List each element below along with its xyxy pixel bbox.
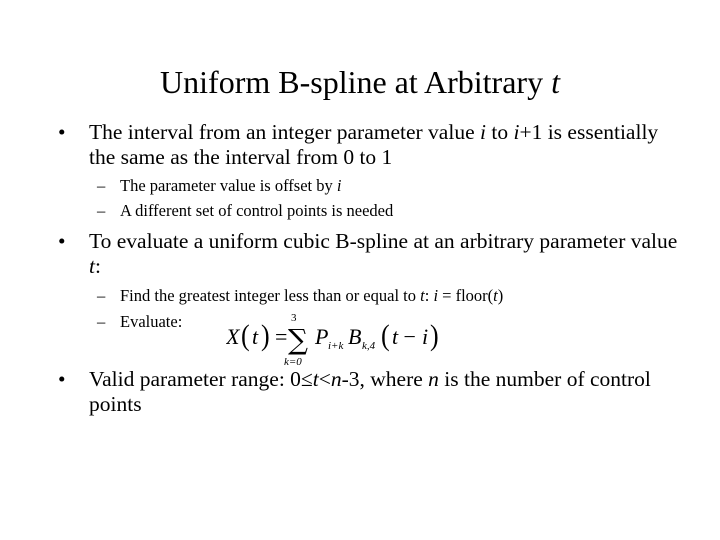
text-run: < [318, 367, 331, 391]
dash-marker: – [97, 312, 106, 331]
math-var: i [480, 120, 486, 144]
math-var: n [330, 367, 342, 391]
sub-bullet-control-points [97, 200, 657, 222]
sub-bullet-text: Evaluate: [120, 312, 183, 331]
formula-upper-limit: 3 [291, 312, 297, 324]
formula-fn-x: X [226, 324, 240, 349]
text-run: : [424, 286, 434, 305]
math-var: t [89, 254, 95, 278]
math-var: n [428, 367, 439, 391]
title-variable: t [551, 64, 560, 100]
bullet-valid-range [58, 367, 678, 417]
slide-title [0, 62, 720, 102]
dash-marker: – [97, 286, 106, 305]
formula-paren-close: ) [261, 319, 270, 353]
text-run: = floor( [438, 286, 494, 305]
dash-marker: – [97, 176, 106, 195]
math-var: i [513, 120, 520, 144]
text-run: Valid parameter range: 0 [89, 367, 301, 391]
formula-arg-paren-open: ( [381, 319, 390, 353]
bullet-evaluate [58, 229, 678, 279]
math-var: t [493, 286, 498, 305]
formula-var-t: t [252, 324, 259, 349]
bullet-marker: • [58, 120, 66, 144]
bullet-marker: • [58, 229, 66, 253]
formula-p: P [315, 324, 329, 349]
text-run: The interval from an integer parameter value [89, 120, 480, 144]
formula-sigma: ∑ [288, 323, 308, 356]
text-run: to [485, 120, 514, 144]
bullet-interval [58, 120, 678, 170]
text-run: +1 is essentially the same as the interval from 0 to 1 [89, 120, 659, 169]
text-run: Find the greatest integer less than or equal to [120, 286, 421, 305]
formula-p-subscript: i+k [328, 340, 344, 352]
text-run: -3, where [341, 367, 429, 391]
bullet-text [89, 367, 678, 417]
sub-bullet-text [120, 285, 657, 307]
bspline-formula [226, 312, 446, 370]
formula-arg-t: t [392, 324, 399, 349]
text-run: ) [497, 286, 504, 305]
bullet-marker: • [58, 367, 66, 391]
text-run: The parameter value is offset by [120, 176, 337, 195]
formula-arg-paren-close: ) [430, 319, 439, 353]
text-run: To evaluate a uniform cubic B-spline at an arbitrary parameter value [89, 229, 678, 253]
formula-lower-limit: k=0 [284, 356, 302, 368]
math-var: i [433, 286, 439, 305]
leq-symbol: ≤ [300, 367, 313, 391]
formula-arg-minus: − [398, 324, 422, 349]
bullet-text [89, 120, 678, 170]
sub-bullet-offset [97, 175, 657, 197]
text-run: is the number of control points [89, 367, 651, 416]
sub-bullet-floor [97, 285, 657, 307]
bullet-text [89, 229, 678, 279]
sub-bullet-text: A different set of control points is needed [120, 201, 394, 220]
dash-marker: – [97, 201, 106, 220]
formula-b: B [348, 324, 362, 349]
math-var: t [312, 367, 319, 391]
formula-paren-open: ( [241, 319, 250, 353]
formula-b-subscript: k,4 [362, 340, 376, 352]
text-run: : [94, 254, 101, 278]
math-var: t [420, 286, 425, 305]
math-var: i [336, 176, 342, 195]
title-text: Uniform B-spline at Arbitrary [160, 64, 552, 100]
formula-equals: = [275, 324, 288, 349]
sub-bullet-text [120, 175, 657, 197]
formula-arg-i: i [422, 324, 429, 349]
